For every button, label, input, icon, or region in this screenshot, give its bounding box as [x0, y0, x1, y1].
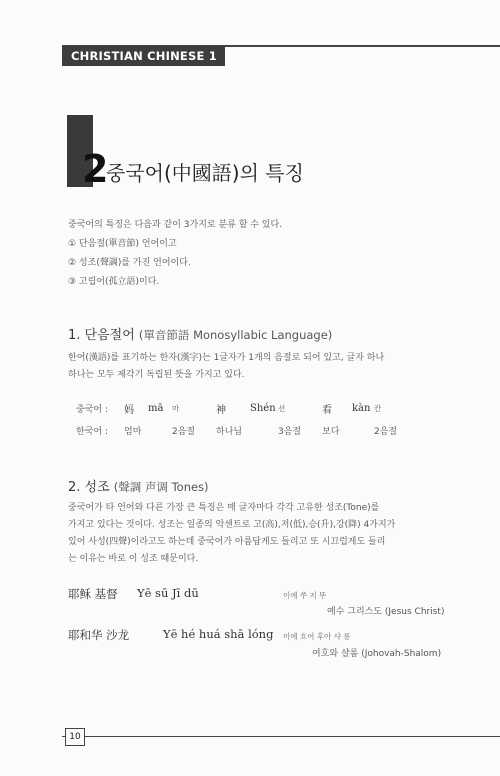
pinyin-shen: Shén: [250, 402, 276, 414]
intro-item-1: ① 단음절(單音節) 언어이고: [68, 239, 177, 249]
intro-lead: 중국어의 특징은 다음과 같이 3가지로 분류 할 수 있다.: [68, 220, 283, 230]
pinyin-kan: kàn: [352, 402, 371, 414]
section-2-para-line-3: 있어 사성(四聲)이라고도 하는데 중국어가 아름답게도 들리고 또 시끄럽게도 들리: [68, 537, 386, 547]
hanzi-shen: 神: [216, 404, 226, 416]
example-1-hanzi: 耶稣 基督: [68, 587, 118, 601]
korean-word-2: 하나님: [216, 426, 243, 437]
example-row-chinese: [76, 397, 397, 419]
section-1-para-line-1: 한어(漢語)를 표기하는 한자(漢字)는 1글자가 1개의 음절로 되어 있고, 글자 하나: [68, 353, 385, 363]
chapter-title: 중국어(中國語)의 특징: [106, 161, 304, 185]
korean-word-1: 엄마: [124, 426, 142, 437]
reading-kan: 칸: [374, 403, 382, 413]
section-2-para-line-4: 는 이유는 바로 이 성조 때문이다.: [68, 554, 199, 564]
section-1-title: 1. 단음절어: [68, 328, 135, 343]
example-1-meaning: 예수 그리스도 (Jesus Christ): [327, 607, 445, 617]
section-1-heading: [68, 324, 332, 343]
section-1-subtitle: (單音節語 Monosyllabic Language): [138, 328, 333, 342]
reading-shen: 션: [278, 403, 286, 413]
syllable-example-table: [76, 397, 397, 441]
hanzi-ma: 妈: [124, 404, 134, 416]
chapter-number: 2: [82, 147, 108, 191]
example-2-reading: 이에 흐어 후아 샤 롱: [283, 632, 351, 641]
pinyin-ma: mā: [148, 402, 164, 414]
section-2-heading: [68, 476, 209, 495]
section-2-subtitle: (聲調 声调 Tones): [113, 480, 209, 494]
section-2-paragraph: [68, 500, 488, 568]
footer-rule: [62, 736, 500, 737]
syllable-count-1: 2음절: [172, 426, 196, 437]
syllable-count-3: 2음절: [374, 426, 398, 437]
hanzi-kan: 看: [322, 404, 332, 416]
intro-item-3: ③ 고립어(孤立語)이다.: [68, 277, 160, 287]
syllable-count-2: 3음절: [278, 426, 302, 437]
section-1-para-line-2: 하나는 모두 제각기 독립된 뜻을 가지고 있다.: [68, 370, 245, 380]
reading-ma: 마: [172, 403, 180, 413]
example-2-pinyin: Yē hé huá shā lóng: [163, 627, 274, 641]
row-label: 한국어 :: [76, 426, 108, 437]
example-1-pinyin: Yē sū Jī dū: [137, 586, 199, 600]
page-number: 10: [65, 728, 85, 746]
intro-block: [68, 219, 282, 295]
example-1-reading: 이에 쑤 지 뚜: [283, 591, 327, 600]
korean-word-3: 보다: [322, 426, 340, 437]
running-header-tab: CHRISTIAN CHINESE 1: [62, 46, 225, 66]
section-2-para-line-2: 가지고 있다는 것이다. 성조는 일종의 악센트로 고(高),저(低),승(升),강(降) 4가지가: [68, 520, 396, 530]
intro-item-2: ② 성조(聲調)를 가진 언어이다.: [68, 258, 191, 268]
example-row-korean: [76, 419, 397, 441]
example-2-hanzi: 耶和华 沙龙: [68, 628, 130, 642]
section-1-paragraph: [68, 350, 468, 384]
section-2-para-line-1: 중국어가 타 언어와 다른 가장 큰 특징은 매 글자마다 각각 고유한 성조(Tone)를: [68, 503, 380, 513]
row-label: 중국어 :: [76, 404, 108, 415]
section-2-title: 2. 성조: [68, 480, 110, 495]
example-2-meaning: 여호와 샬롬 (Johovah-Shalom): [312, 649, 442, 659]
